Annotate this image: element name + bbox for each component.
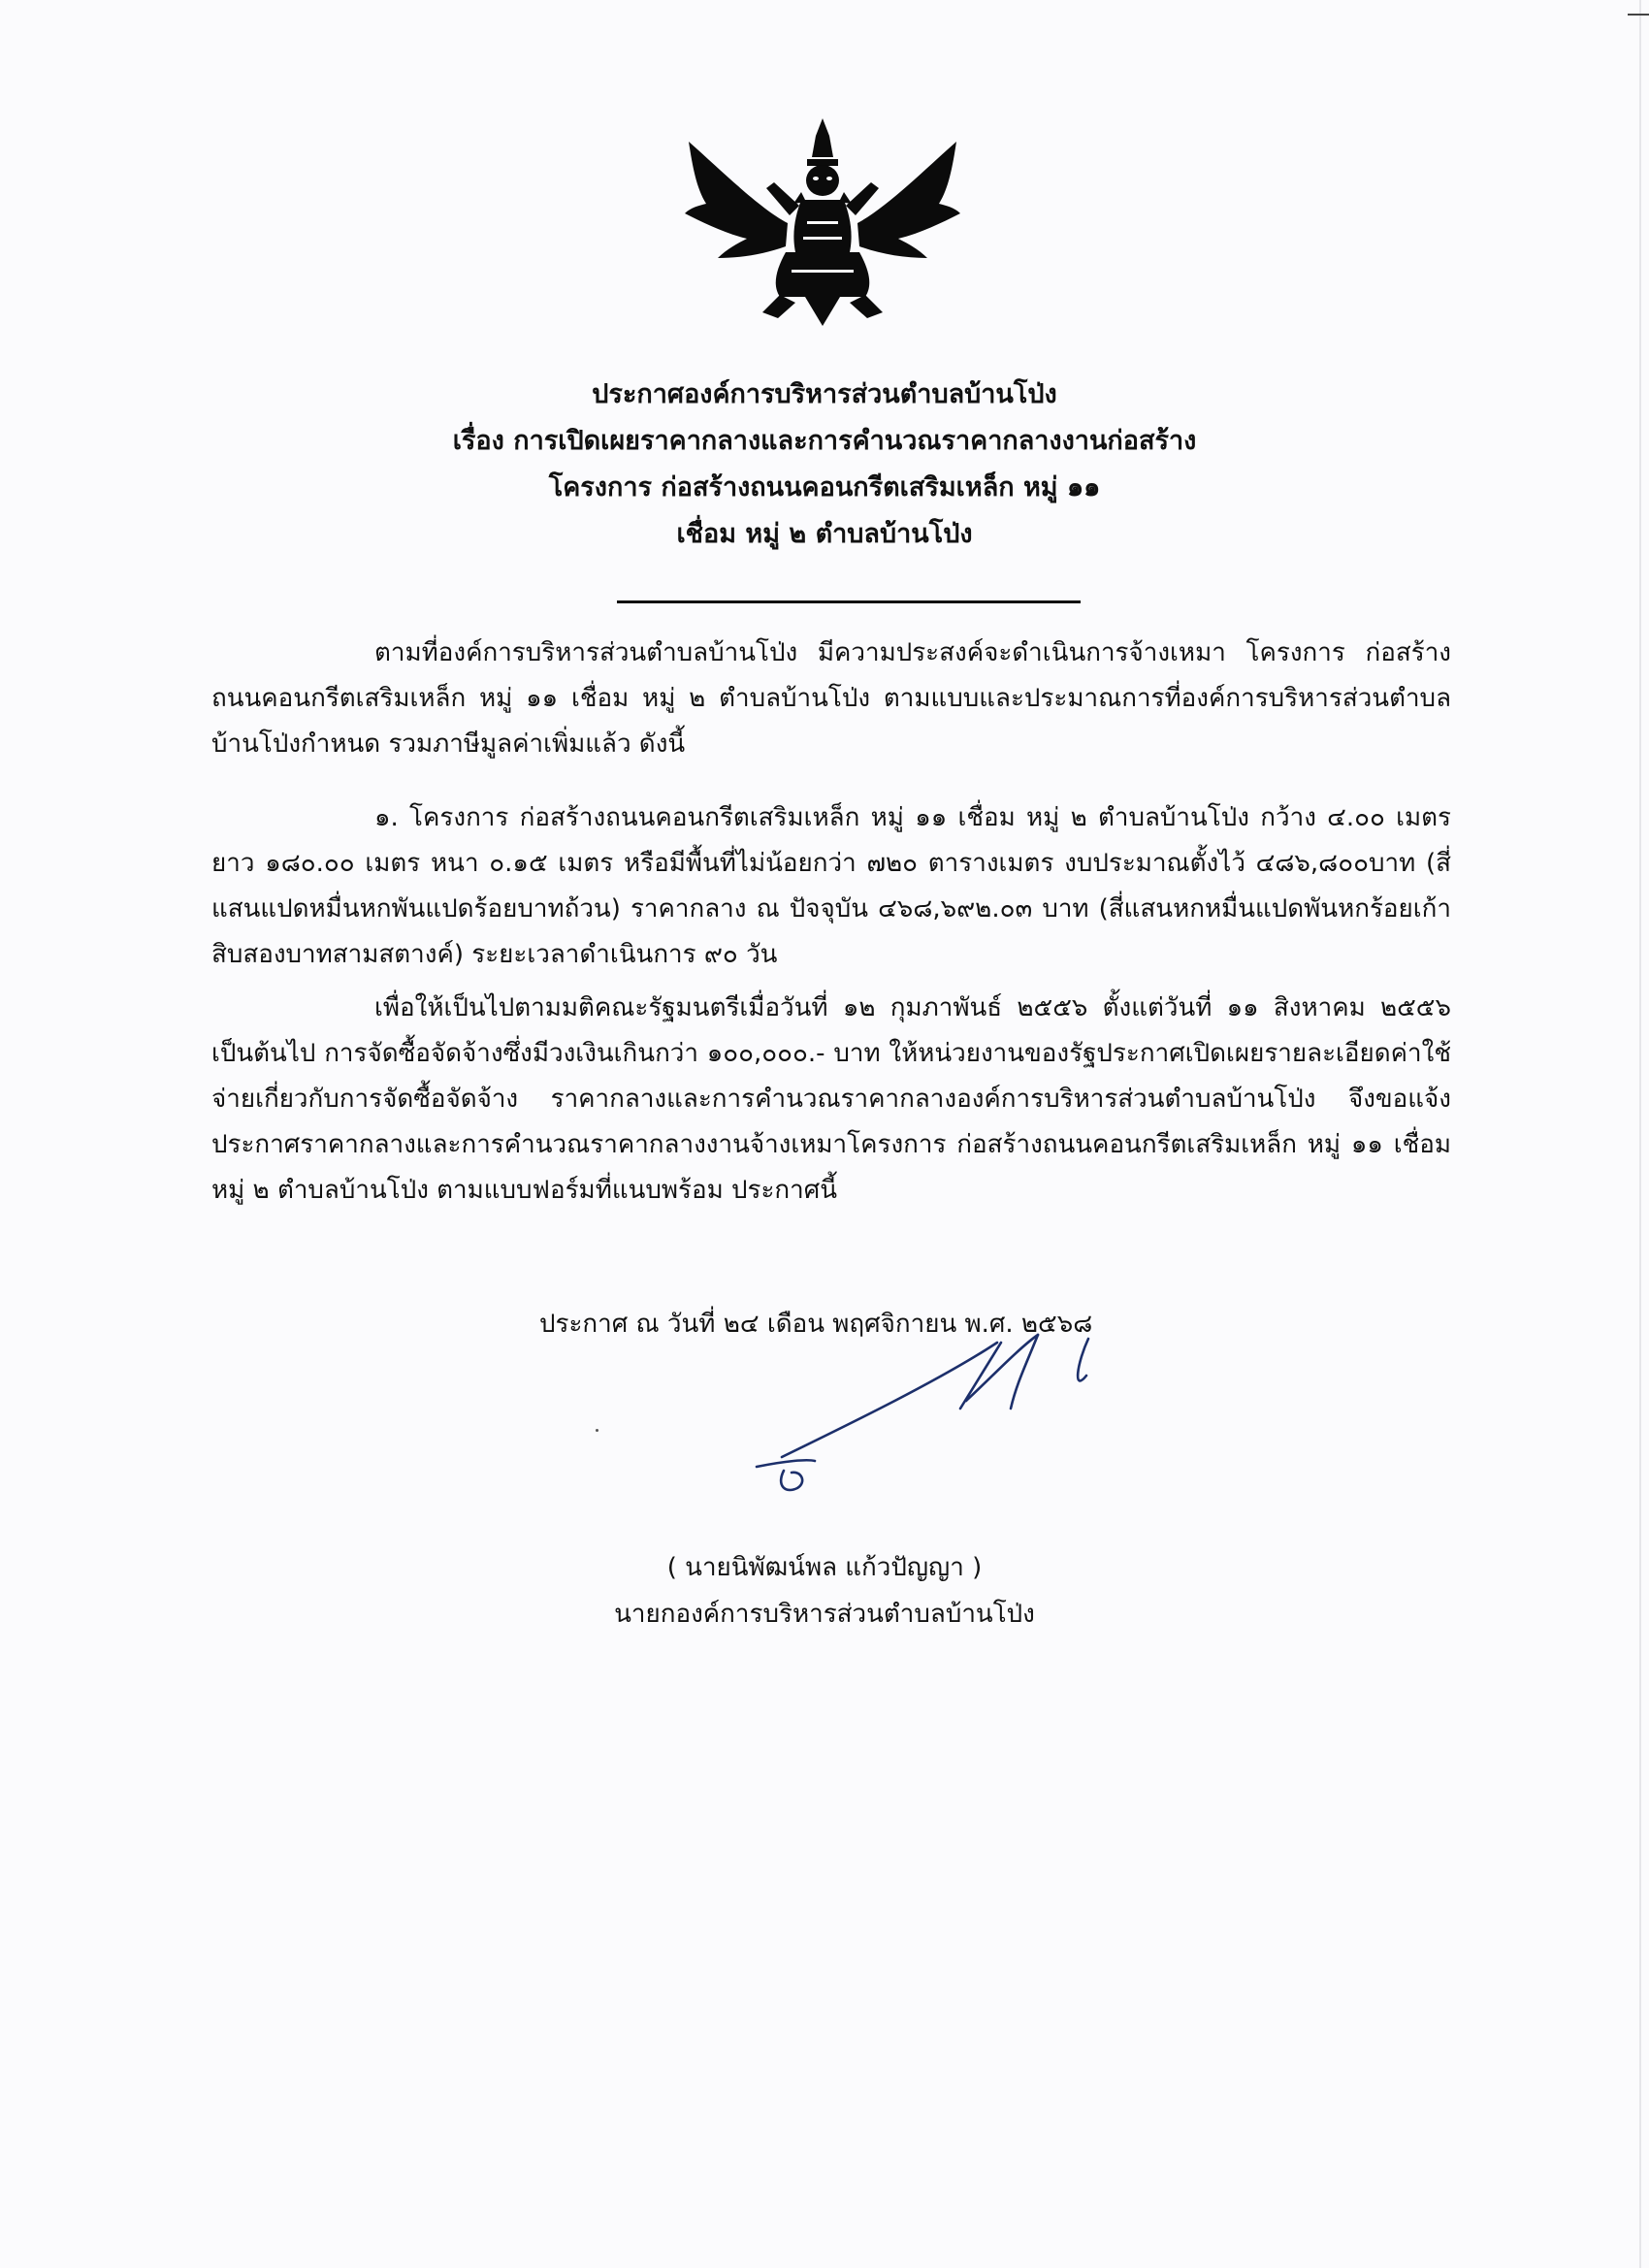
body-paragraph-1 <box>211 631 1451 767</box>
date-year-label: พ.ศ. <box>964 1310 1014 1339</box>
title-underline <box>617 600 1081 603</box>
date-month: พฤศจิกายน <box>832 1310 957 1339</box>
announcement-subject: เรื่อง การเปิดเผยราคากลางและการคำนวณราคากลางงานก่อสร้าง <box>452 426 1197 456</box>
date-day: ๒๔ <box>723 1310 760 1339</box>
paragraph-text: เพื่อให้เป็นไปตามมติคณะรัฐมนตรีเมื่อวันที่ ๑๒ กุมภาพันธ์ ๒๕๕๖ ตั้งแต่วันที่ ๑๑ สิงหาคม ๒๕๕๖ เป็นต้นไป การจัดซื้อจัดจ้างซึ่งมีวงเงินเกินกว่า ๑๐๐,๐๐๐.- บาท ให้หน่วยงานของรัฐประกาศเปิดเผยรายละเอียดค่าใช้จ่ายเกี่ยวกับการจัดซื้อจัดจ้าง ราคากลางและการคำนวณราคากลางองค์การบริหารส่วนตำบลบ้านโป่ง จึงขอแจ้งประกาศราคากลางและการคำนวณราคากลางงานจ้างเหมาโครงการ ก่อสร้างถนนคอนกรีตเสริมเหล็ก หมู่ ๑๑ เชื่อม หมู่ ๒ ตำบลบ้านโป่ง ตามแบบฟอร์มที่แนบพร้อม ประกาศนี้ <box>211 993 1451 1205</box>
scan-edge-line <box>1639 0 1641 2268</box>
signer-name: ( นายนิพัฒน์พล แก้วปัญญา ) <box>666 1553 983 1582</box>
handwritten-signature-icon <box>747 1325 1154 1505</box>
body-paragraph-2 <box>211 795 1451 978</box>
signer-title: นายกองค์การบริหารส่วนตำบลบ้านโป่ง <box>614 1600 1035 1629</box>
date-month-label: เดือน <box>766 1310 824 1339</box>
date-year: ๒๕๖๘ <box>1020 1310 1093 1339</box>
paragraph-text: ๑. โครงการ ก่อสร้างถนนคอนกรีตเสริมเหล็ก หมู่ ๑๑ เชื่อม หมู่ ๒ ตำบลบ้านโป่ง กว้าง ๔.๐๐ เมตร ยาว ๑๘๐.๐๐ เมตร หนา ๐.๑๕ เมตร หรือมีพื้นที่ไม่น้อยกว่า ๗๒๐ ตารางเมตร งบประมาณตั้งไว้ ๔๘๖,๘๐๐บาท (สี่แสนแปดหมื่นหกพันแปดร้อยบาทถ้วน) ราคากลาง ณ ปัจจุบัน ๔๖๘,๖๙๒.๐๓ บาท (สี่แสนหกหมื่นแปดพันหกร้อยเก้าสิบสองบาทสามสตางค์) ระยะเวลาดำเนินการ ๙๐ วัน <box>211 803 1451 969</box>
garuda-emblem-icon <box>679 114 966 330</box>
project-name: โครงการ ก่อสร้างถนนคอนกรีตเสริมเหล็ก หมู่ ๑๑ <box>548 472 1101 502</box>
paragraph-text: ตามที่องค์การบริหารส่วนตำบลบ้านโป่ง มีความประสงค์จะดำเนินการจ้างเหมา โครงการ ก่อสร้างถนนคอนกรีตเสริมเหล็ก หมู่ ๑๑ เชื่อม หมู่ ๒ ตำบลบ้านโป่ง ตามแบบและประมาณการที่องค์การบริหารส่วนตำบลบ้านโป่งกำหนด รวมภาษีมูลค่าเพิ่มแล้ว ดังนี้ <box>211 638 1451 759</box>
date-prefix: ประกาศ ณ วันที่ <box>539 1310 716 1339</box>
announcement-title: ประกาศองค์การบริหารส่วนตำบลบ้านโป่ง <box>592 379 1057 409</box>
body-paragraph-3 <box>211 986 1451 1214</box>
scan-edge-mark <box>1628 14 1649 16</box>
project-location: เชื่อม หมู่ ๒ ตำบลบ้านโป่ง <box>676 519 973 549</box>
scan-speck <box>596 1429 598 1432</box>
